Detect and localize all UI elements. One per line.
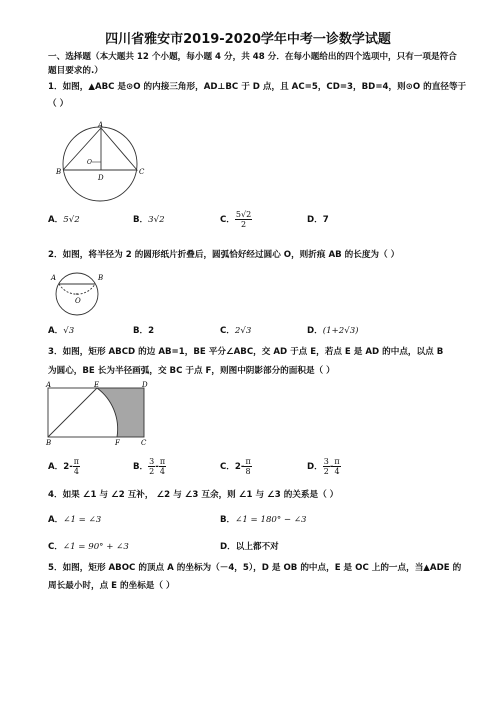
q1-text-line1: 1．如图，▲ABC 是⊙O 的内接三角形，AD⊥BC 于 D 点，且 AC=5，CD=3，BD=4，则⊙O 的直径等于 — [48, 82, 467, 92]
q2-option-d-label: D． — [307, 326, 323, 336]
q3-option-c-prefix: 2- — [234, 462, 245, 472]
q3-option-d-minus: - — [329, 462, 334, 472]
q2-option-b-value: 2 — [148, 326, 155, 336]
q3-option-b-denominator1: 2 — [149, 467, 155, 476]
q3-option-d-fraction1 — [323, 457, 330, 476]
q4-option-d-label: D． — [220, 542, 236, 552]
q3-option-b-denominator2: 4 — [159, 467, 165, 476]
q2-label-o: O — [75, 297, 81, 305]
q2-option-a-value: √3 — [63, 326, 75, 336]
q5-text-line2: 周长最小时，点 E 的坐标是（ ） — [48, 581, 175, 591]
q3-option-c-denominator: 8 — [245, 467, 251, 476]
q2-option-d-value: (1+2√3) — [322, 326, 359, 336]
q1-figure-circle — [54, 120, 146, 204]
q4-option-a-value: ∠1 = ∠3 — [63, 515, 102, 525]
q4-option-d-value: 以上都不对 — [235, 542, 279, 552]
q3-option-c-label: C． — [220, 462, 235, 472]
q4-option-c-label: C． — [48, 542, 63, 552]
q3-option-c-numerator: π — [245, 457, 251, 466]
q3-option-a-numerator: π — [73, 457, 80, 466]
q3-text-line1: 3．如图，矩形 ABCD 的边 AB=1，BE 平分∠ABC，交 AD 于点 E，若点 E 是 AD 的中点，以点 B — [48, 347, 444, 357]
q3-label-d: D — [142, 381, 148, 389]
q3-text-line2: 为圆心，BE 长为半径画弧，交 BC 于点 F，则图中阴影部分的面积是（ ） — [48, 366, 335, 376]
q1-label-a: A — [98, 121, 104, 129]
section-intro-line2: 题目要求的.） — [48, 66, 103, 76]
q1-option-c-numerator: 5√2 — [235, 210, 252, 219]
q3-option-a[interactable] — [48, 457, 80, 476]
q3-bisector-be — [48, 388, 97, 437]
q3-option-c-fraction — [244, 457, 251, 476]
q1-option-c-denominator: 2 — [241, 220, 247, 229]
q1-option-c[interactable] — [220, 210, 252, 229]
q3-option-d[interactable] — [307, 457, 341, 476]
q3-option-b-label: B． — [133, 462, 149, 472]
q4-option-d[interactable] — [220, 540, 279, 552]
q3-option-b-minus: - — [155, 462, 159, 472]
q2-option-b[interactable] — [133, 324, 154, 336]
q2-option-b-label: B． — [133, 326, 149, 336]
q3-label-b: B — [46, 439, 52, 447]
q3-option-a-fraction — [73, 457, 80, 476]
q4-option-c[interactable] — [48, 540, 129, 552]
q1-option-d-label: D． — [307, 215, 323, 225]
q1-text-line2: （ ） — [48, 99, 69, 109]
q2-folded-arc — [59, 284, 95, 294]
q1-triangle — [63, 128, 137, 170]
q3-option-d-denominator2: 4 — [334, 467, 340, 476]
q1-option-a-value: 5√2 — [63, 215, 80, 225]
q4-option-b-label: B． — [220, 515, 236, 525]
q2-option-c-label: C． — [220, 326, 235, 336]
q1-option-a-label: A． — [48, 215, 64, 225]
q4-option-a[interactable] — [48, 513, 101, 525]
q3-option-d-numerator2: π — [334, 457, 340, 466]
q2-label-a: A — [51, 274, 57, 282]
q4-option-a-label: A． — [48, 515, 64, 525]
q2-option-a[interactable] — [48, 324, 74, 336]
q3-option-d-fraction2 — [333, 457, 340, 476]
q3-option-d-numerator1: 3 — [323, 457, 329, 466]
q1-option-b-value: 3√2 — [148, 215, 165, 225]
q1-circle — [63, 127, 137, 201]
q1-label-c: C — [139, 168, 145, 176]
q3-option-a-prefix: 2- — [63, 462, 73, 472]
q1-option-b[interactable] — [133, 213, 165, 225]
q2-option-c[interactable] — [220, 324, 251, 336]
q2-label-b: B — [98, 274, 104, 282]
q1-option-b-label: B． — [133, 215, 149, 225]
q5-text-line1: 5．如图，矩形 ABOC 的顶点 A 的坐标为（－4，5），D 是 OB 的中点，E 是 OC 上的一点，当▲ADE 的 — [48, 563, 462, 573]
q4-option-b[interactable] — [220, 513, 307, 525]
q1-option-d-value: 7 — [322, 215, 329, 225]
q2-figure-circle — [46, 266, 108, 318]
page-title: 四川省雅安市2019-2020学年中考一诊数学试题 — [105, 32, 391, 47]
q3-option-a-denominator: 4 — [73, 467, 79, 476]
q1-label-d: D — [98, 174, 104, 182]
q3-shaded-region — [97, 388, 144, 437]
q2-text-line1: 2．如图，将半径为 2 的圆形纸片折叠后，圆弧恰好经过圆心 O，则折痕 AB 的长度为（ ） — [48, 250, 400, 260]
q3-option-b-fraction2 — [159, 457, 166, 476]
q3-option-b[interactable] — [133, 457, 166, 476]
q4-text-line1: 4．如果 ∠1 与 ∠2 互补， ∠2 与 ∠3 互余，则 ∠1 与 ∠3 的关系是（ ） — [48, 490, 339, 500]
q3-option-c[interactable] — [220, 457, 252, 476]
q1-option-c-fraction — [235, 210, 252, 229]
q3-label-a: A — [46, 381, 52, 389]
q4-option-b-value: ∠1 = 180° − ∠3 — [235, 515, 307, 525]
q3-label-f: F — [115, 439, 120, 447]
q3-option-b-numerator2: π — [159, 457, 166, 466]
q3-option-d-denominator1: 2 — [323, 467, 329, 476]
q1-option-a[interactable] — [48, 213, 80, 225]
q2-option-c-value: 2√3 — [234, 326, 252, 336]
q1-option-d[interactable] — [307, 213, 329, 225]
q1-option-c-label: C． — [220, 215, 235, 225]
q3-option-b-numerator1: 3 — [149, 457, 155, 466]
q2-option-a-label: A． — [48, 326, 64, 336]
q3-label-c: C — [141, 439, 147, 447]
q2-center-point — [76, 293, 78, 295]
section-intro-line1: 一、选择题（本大题共 12 个小题，每小题 4 分，共 48 分．在每小题给出的四个选项中，只有一项是符合 — [48, 52, 457, 62]
q3-figure-rectangle — [44, 380, 156, 448]
q4-option-c-value: ∠1 = 90° + ∠3 — [62, 542, 129, 552]
q3-label-e: E — [94, 381, 100, 389]
q1-label-b: B — [56, 168, 62, 176]
q3-option-d-label: D． — [307, 462, 323, 472]
q2-option-d[interactable] — [307, 324, 359, 336]
q3-option-a-label: A． — [48, 462, 64, 472]
q1-label-o: O — [87, 159, 92, 166]
